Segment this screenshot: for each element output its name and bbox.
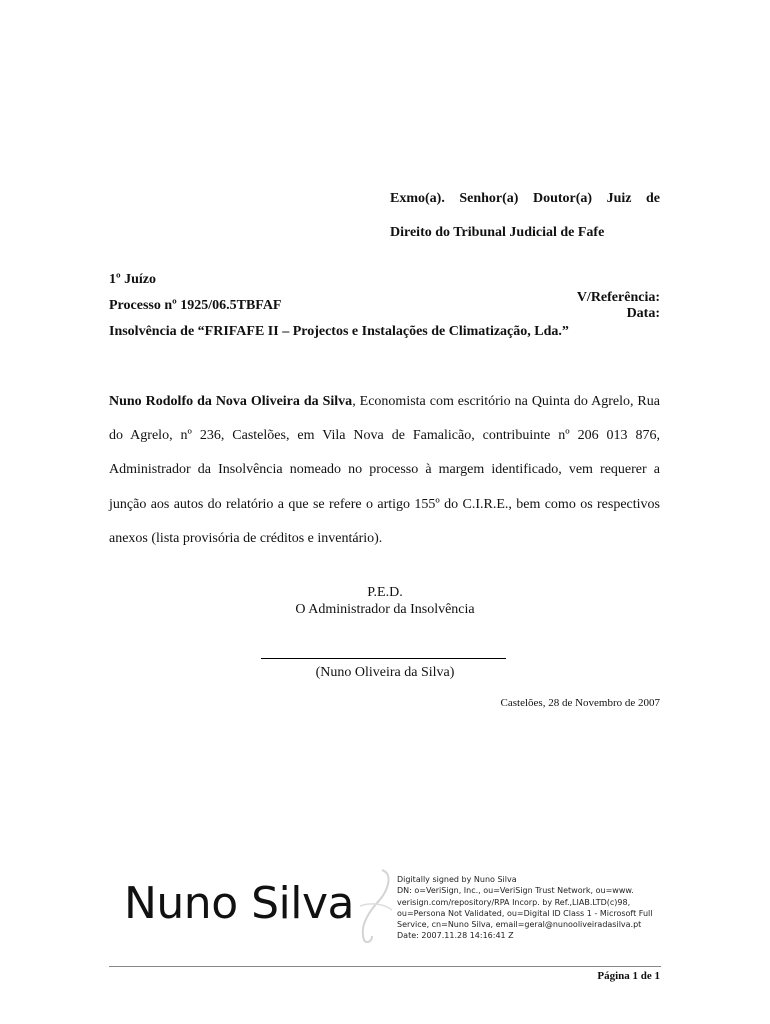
digital-signature-block[interactable] bbox=[120, 862, 660, 948]
signature-line bbox=[261, 658, 506, 659]
administrator-role: O Administrador da Insolvência bbox=[295, 602, 475, 617]
body-text: , Economista com escritório na Quinta do Agrelo, Rua do Agrelo, nº 236, Castelões, em Vila Nova de Famalicão, contribuinte nº 206 013 876, Administrador da Insolvência nomeado no processo à margem identificado, vem requerer a junção aos autos do relatório a que se refere o artigo 155º do C.I.R.E., bem como os respectivos anexos (lista provisória de créditos e inventário). bbox=[109, 394, 660, 546]
digital-signature-name: Nuno Silva bbox=[124, 878, 354, 929]
ped-closing: P.E.D. bbox=[367, 585, 403, 600]
your-reference-label: V/Referência: bbox=[576, 290, 660, 305]
signature-swirl-icon bbox=[342, 866, 402, 946]
signature-detail-line: DN: o=VeriSign, Inc., ou=VeriSign Trust Network, ou=www. bbox=[397, 886, 634, 896]
process-number: Processo nº 1925/06.5TBFAF bbox=[109, 298, 282, 313]
signature-detail-line: Date: 2007.11.28 14:16:41 Z bbox=[397, 931, 514, 941]
signature-name: (Nuno Oliveira da Silva) bbox=[315, 665, 455, 680]
place-and-date: Castelões, 28 de Novembro de 2007 bbox=[500, 697, 660, 709]
page-number: Página 1 de 1 bbox=[597, 970, 660, 982]
insolvency-subject: Insolvência de “FRIFAFE II – Projectos e Instalações de Climatização, Lda.” bbox=[109, 324, 569, 339]
date-label: Data: bbox=[626, 306, 660, 321]
court-section: 1º Juízo bbox=[109, 272, 157, 287]
petitioner-name: Nuno Rodolfo da Nova Oliveira da Silva bbox=[109, 394, 353, 409]
digital-signature-details bbox=[397, 874, 667, 942]
signature-detail-line: Service, cn=Nuno Silva, email=geral@nunooliveiradasilva.pt bbox=[397, 920, 642, 930]
signature-detail-line: verisign.com/repository/RPA Incorp. by Ref.,LIAB.LTD(c)98, bbox=[397, 897, 631, 907]
signature-detail-line: Digitally signed by Nuno Silva bbox=[397, 875, 517, 884]
signature-detail-line: ou=Persona Not Validated, ou=Digital ID Class 1 - Microsoft Full bbox=[397, 908, 653, 918]
addressee-line-2: Direito do Tribunal Judicial de Fafe bbox=[390, 225, 605, 240]
footer-divider bbox=[109, 966, 661, 967]
addressee-line-1: Exmo(a). Senhor(a) Doutor(a) Juiz de bbox=[390, 191, 660, 206]
body-paragraph bbox=[109, 385, 660, 556]
